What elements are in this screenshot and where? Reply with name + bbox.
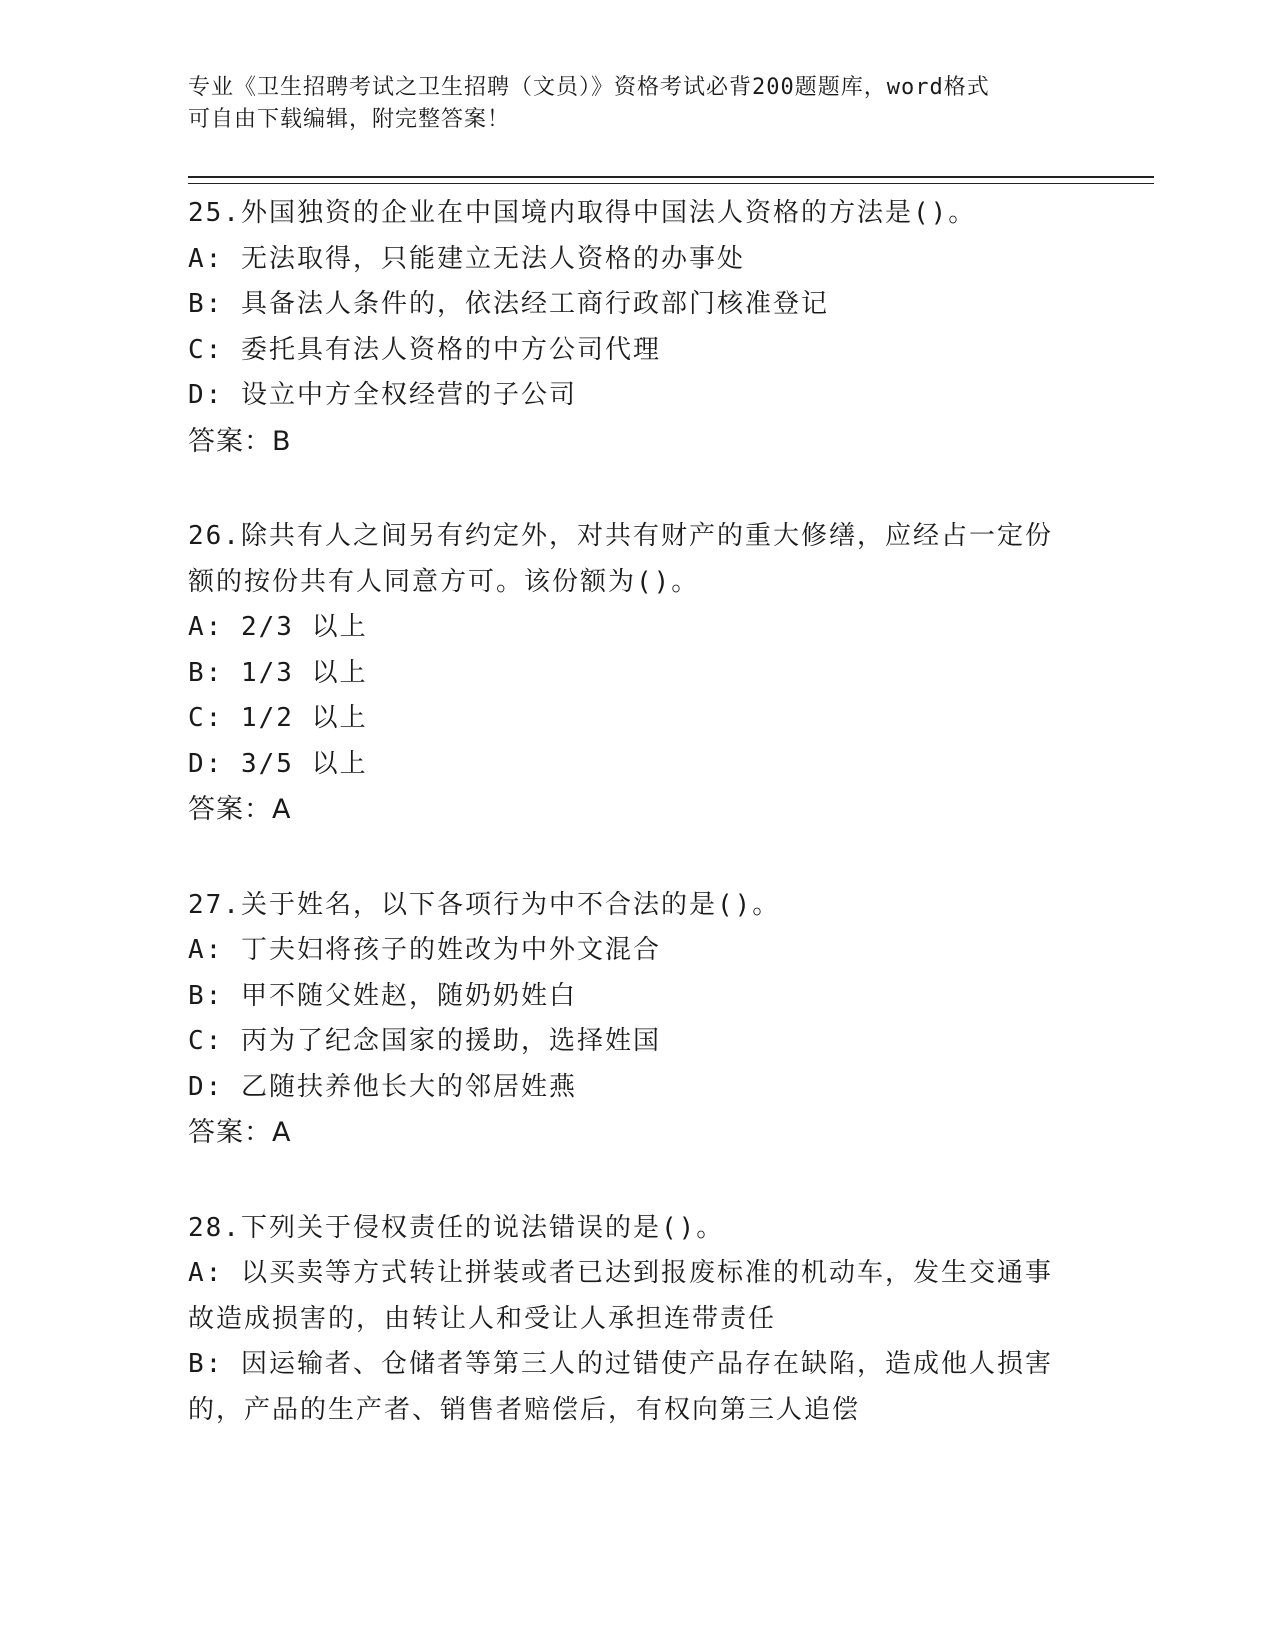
option-b: B: 1/3 以上 xyxy=(188,657,368,688)
option-b-line-2: 的，产品的生产者、销售者赔偿后，有权向第三人追偿 xyxy=(188,1394,861,1425)
question-stem-line-2: 额的按份共有人同意方可。该份额为()。 xyxy=(188,566,700,597)
question-27 xyxy=(188,883,1088,1156)
option-a: A: 无法取得，只能建立无法人资格的办事处 xyxy=(188,243,745,274)
answer: 答案：A xyxy=(188,1117,292,1148)
option-a: A: 2/3 以上 xyxy=(188,612,368,642)
option-d: D: 设立中方全权经营的子公司 xyxy=(188,380,577,410)
question-stem: 25.外国独资的企业在中国境内取得中国法人资格的方法是()。 xyxy=(188,198,977,228)
question-stem: 27.关于姓名，以下各项行为中不合法的是()。 xyxy=(188,889,781,920)
answer: 答案：B xyxy=(188,425,292,457)
header-line-2: 可自由下载编辑，附完整答案！ xyxy=(188,107,511,132)
option-c: C: 1/2 以上 xyxy=(188,703,368,733)
header-line-1: 专业《卫生招聘考试之卫生招聘（文员）》资格考试必背200题题库，word格式 xyxy=(188,75,990,100)
option-a-line-2: 故造成损害的，由转让人和受让人承担连带责任 xyxy=(188,1303,777,1334)
option-b: B: 具备法人条件的，依法经工商行政部门核准登记 xyxy=(188,289,829,319)
header-divider-thick xyxy=(188,176,1154,178)
question-25 xyxy=(188,191,1088,464)
question-stem-line-1: 26.除共有人之间另有约定外，对共有财产的重大修缮，应经占一定份 xyxy=(188,521,1053,551)
option-b-line-1: B: 因运输者、仓储者等第三人的过错使产品存在缺陷，造成他人损害 xyxy=(188,1349,1053,1379)
option-a: A: 丁夫妇将孩子的姓改为中外文混合 xyxy=(188,935,661,965)
option-d: D: 乙随扶养他长大的邻居姓燕 xyxy=(188,1071,577,1102)
option-b: B: 甲不随父姓赵，随奶奶姓白 xyxy=(188,980,577,1011)
option-a-line-1: A: 以买卖等方式转让拼装或者已达到报废标准的机动车，发生交通事 xyxy=(188,1258,1053,1288)
question-list xyxy=(188,191,1088,1483)
question-stem: 28.下列关于侵权责任的说法错误的是()。 xyxy=(188,1212,725,1243)
option-d: D: 3/5 以上 xyxy=(188,748,368,779)
document-header xyxy=(188,72,1068,136)
answer: 答案：A xyxy=(188,794,292,825)
header-divider-thin xyxy=(188,183,1154,184)
option-c: C: 丙为了纪念国家的援助，选择姓国 xyxy=(188,1026,661,1056)
question-26 xyxy=(188,514,1088,833)
option-c: C: 委托具有法人资格的中方公司代理 xyxy=(188,334,661,365)
question-28 xyxy=(188,1206,1088,1434)
